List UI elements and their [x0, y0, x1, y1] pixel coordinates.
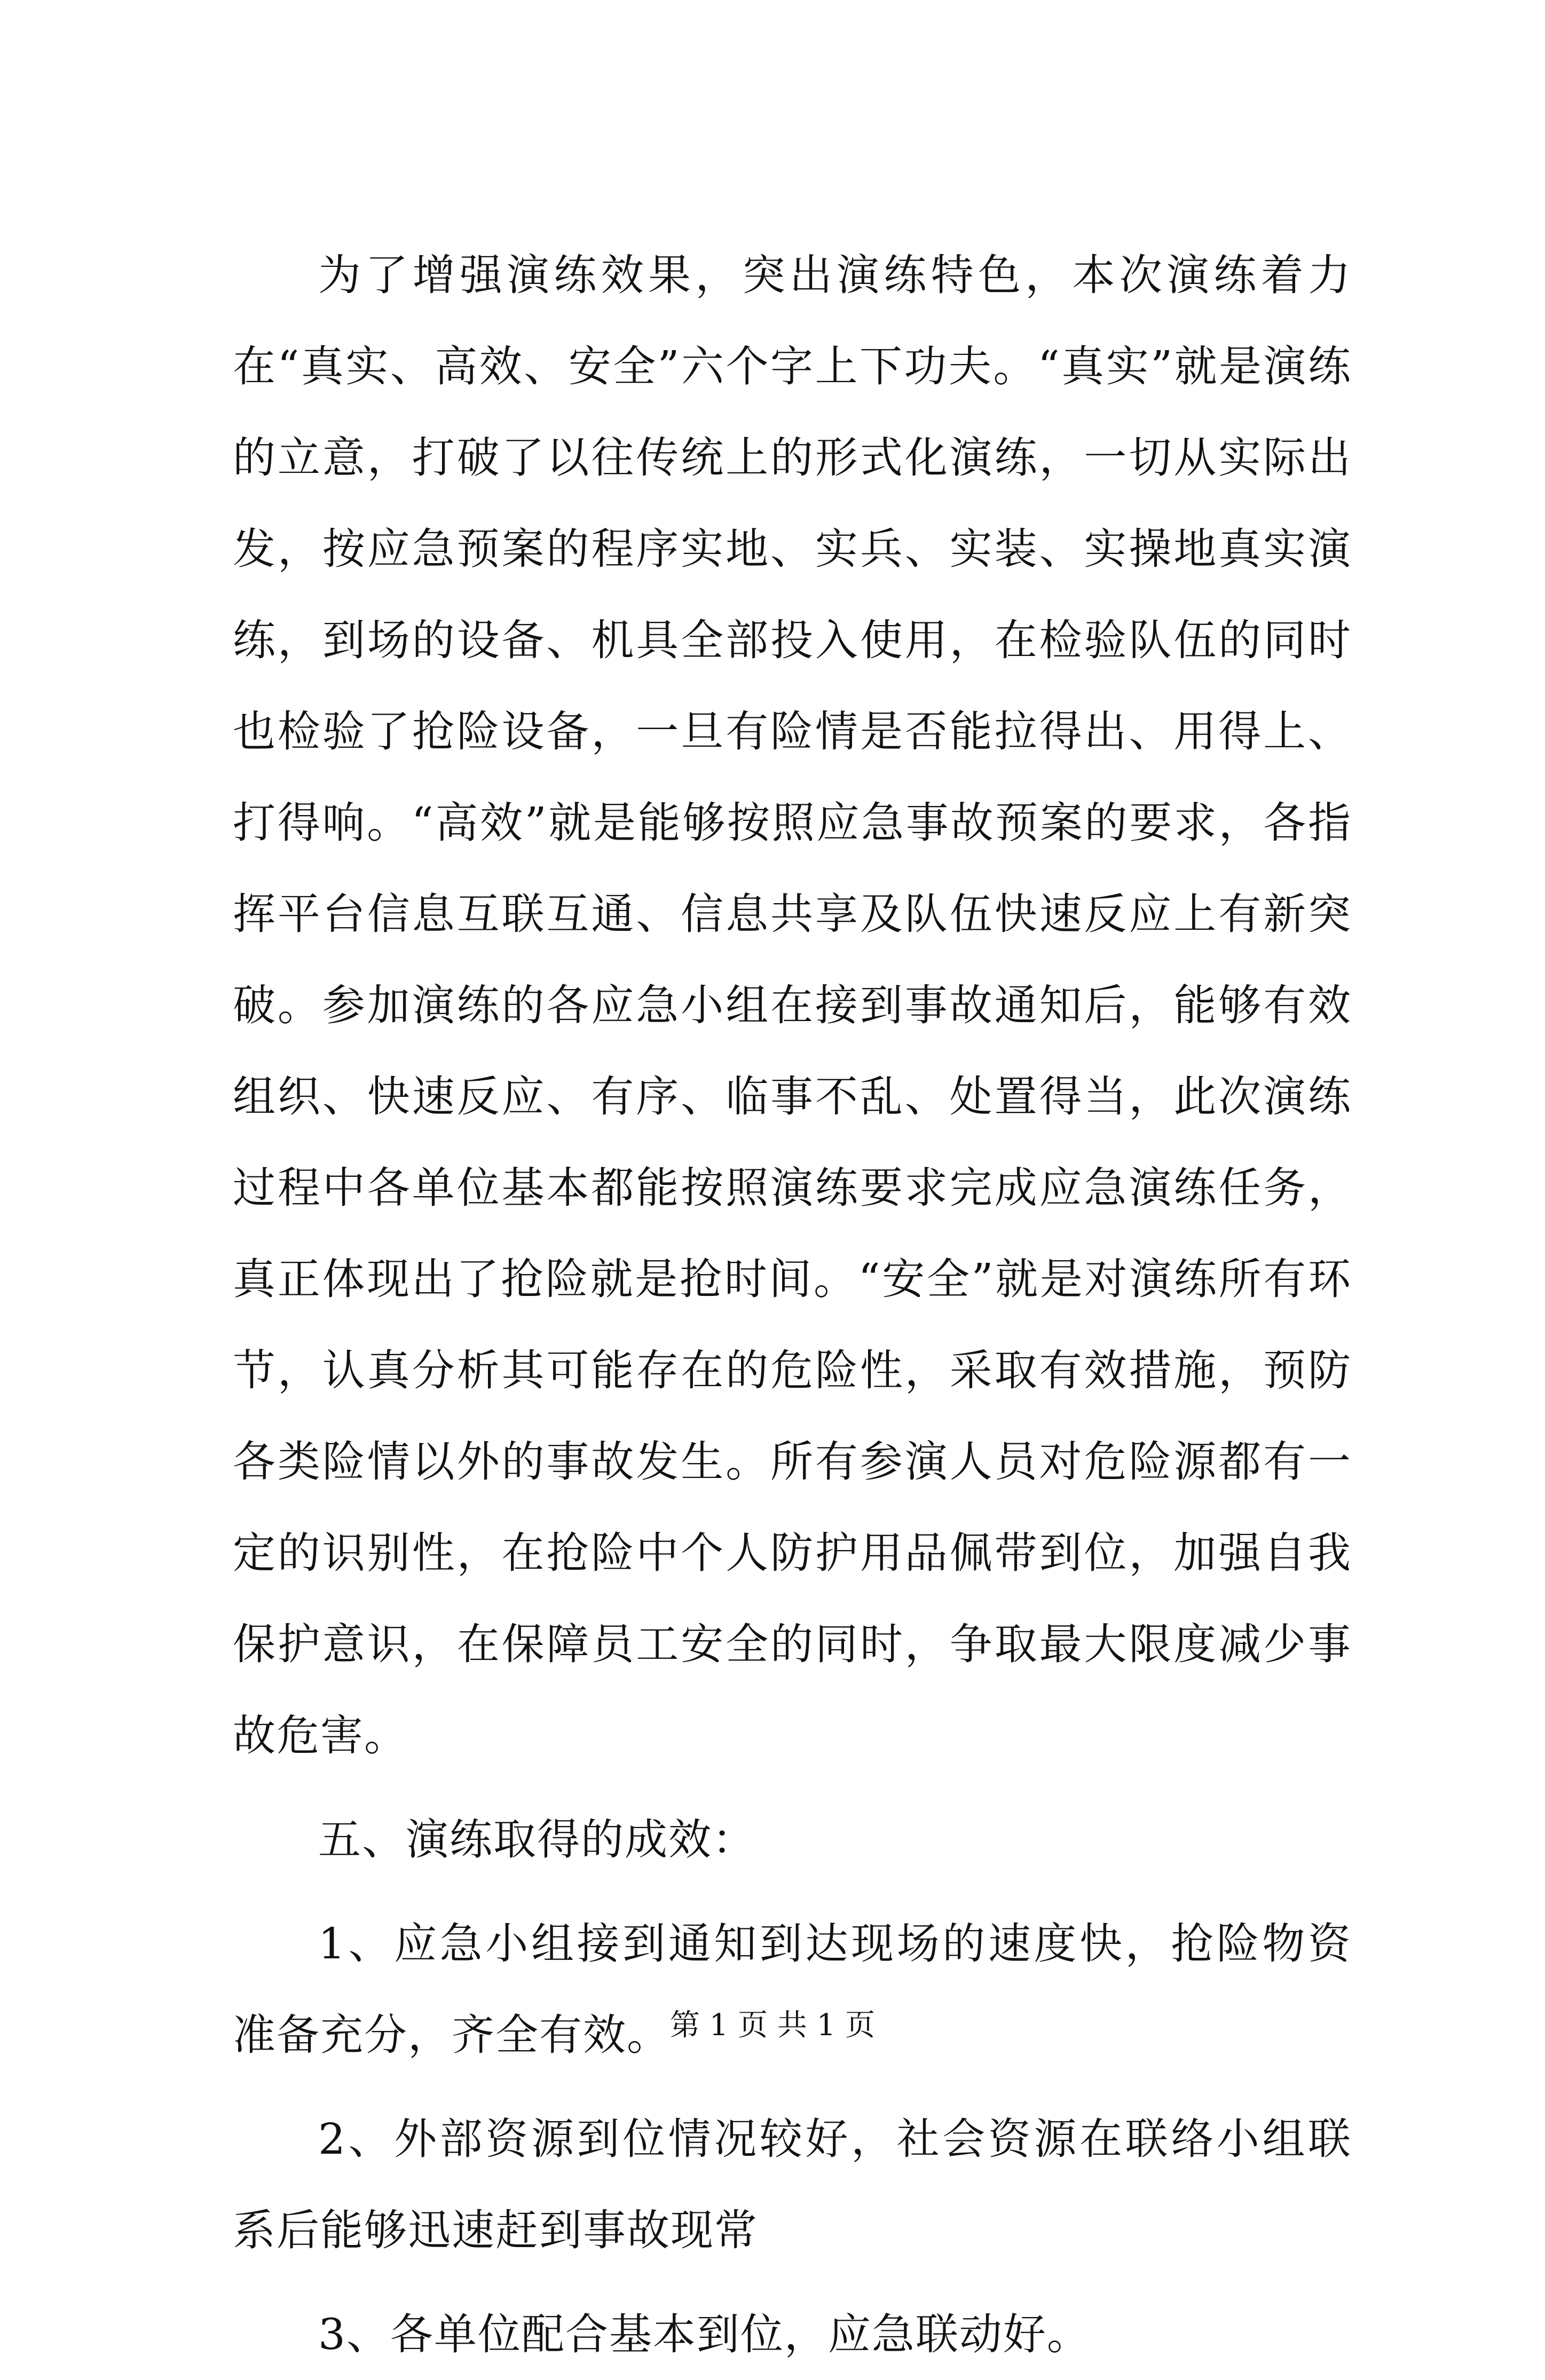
paragraph-drill-principles: 为了增强演练效果，突出演练特色，本次演练着力在“真实、高效、安全”六个字上下功夫。“真实”就是演练的立意，打破了以往传统上的形式化演练，一切从实际出发，按应急预案的程序实地、实兵、实装、实操地真实演练，到场的设备、机具全部投入使用，在检验队伍的同时也检验了抢险设备，一旦有险情是否能拉得出、用得上、打得响。“高效”就是能够按照应急事故预案的要求，各指挥平台信息互联互通、信息共享及队伍快速反应上有新突破。参加演练的各应急小组在接到事故通知后，能够有效组织、快速反应、有序、临事不乱、处置得当，此次演练过程中各单位基本都能按照演练要求完成应急演练任务，真正体现出了抢险就是抢时间。“安全”就是对演练所有环节，认真分析其可能存在的危险性，采取有效措施，预防各类险情以外的事故发生。所有参演人员对危险源都有一定的识别性，在抢险中个人防护用品佩带到位，加强自我保护意识，在保障员工安全的同时，争取最大限度减少事故危害。 [233, 250, 1352, 1760]
result-item-2: 2、外部资源到位情况较好，社会资源在联络小组联系后能够迅速赶到事故现常 [233, 2114, 1352, 2255]
result-item-3: 3、各单位配合基本到位，应急联动好。 [318, 2310, 1091, 2359]
section-heading-results: 五、演练取得的成效： [318, 1815, 756, 1864]
document-body [233, 230, 1352, 2380]
page-footer: 第 1 页 共 1 页 [669, 2008, 876, 2043]
result-item-1: 1、应急小组接到通知到达现场的速度快，抢险物资准备充分，齐全有效。 [233, 1919, 1352, 2060]
